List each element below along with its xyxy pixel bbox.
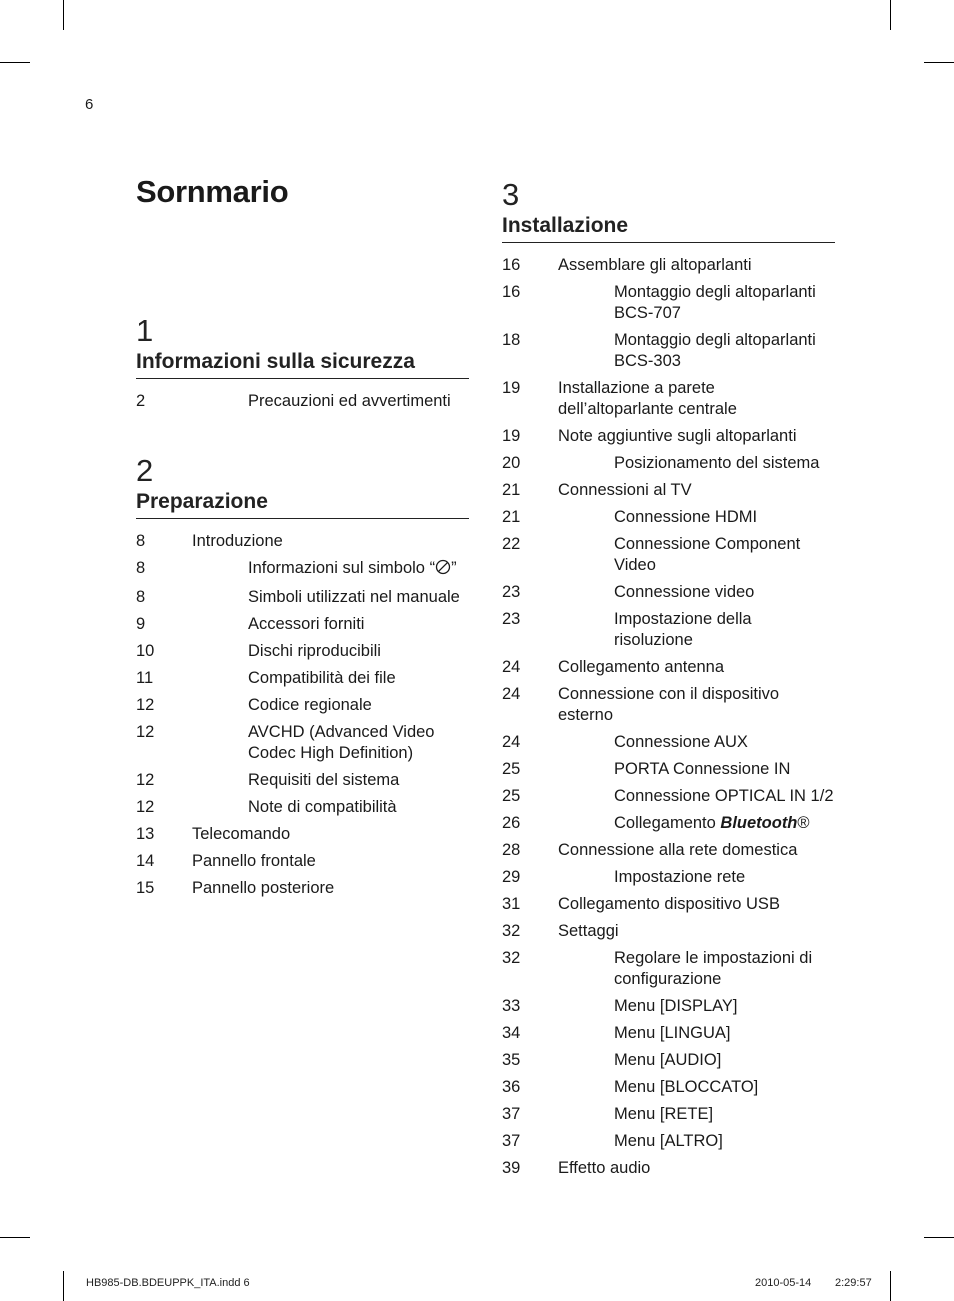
- toc-entry-text: [614, 1077, 835, 1098]
- toc-entry-label: Menu [LINGUA]: [614, 1024, 731, 1042]
- section-number: 3: [502, 177, 520, 212]
- toc-entry-page: 14: [136, 852, 155, 870]
- toc-entry-page: 9: [136, 615, 146, 633]
- toc-entry: [502, 948, 835, 990]
- toc-entry-page: 8: [136, 532, 146, 550]
- toc-entry-page: 16: [502, 256, 521, 274]
- section-installation: [502, 178, 835, 1185]
- toc-entry-label: Connessione video: [614, 583, 755, 601]
- crop-mark: [63, 0, 64, 30]
- toc-entry: [136, 531, 469, 552]
- toc-entry-text: [614, 732, 835, 753]
- toc-entry-text: [614, 282, 835, 324]
- toc-entry-page: 8: [136, 588, 146, 606]
- toc-entry-label: Note aggiuntive sugli altoparlanti: [558, 427, 797, 445]
- toc-entry-page: 19: [502, 379, 521, 397]
- toc-entry: [502, 507, 835, 528]
- toc-entry-text: [614, 1131, 835, 1152]
- toc-entry-label: Connessione con il dispositivo esterno: [558, 685, 780, 724]
- toc-entry-label: Collegamento dispositivo USB: [558, 895, 780, 913]
- toc-entry-page: 12: [136, 723, 155, 741]
- toc-entry: [136, 558, 469, 581]
- toc-entry-label: Posizionamento del sistema: [614, 454, 820, 472]
- toc-entry-text: [558, 684, 835, 726]
- toc-entry: [502, 684, 835, 726]
- section-safety: [136, 314, 469, 418]
- toc-entry-page: 25: [502, 760, 521, 778]
- toc-entry-page: 29: [502, 868, 521, 886]
- crop-mark: [890, 0, 891, 30]
- toc-entry-label: Menu [ALTRO]: [614, 1132, 723, 1150]
- toc-entry-page: 23: [502, 610, 521, 628]
- toc-entry-page: 21: [502, 508, 521, 526]
- toc-entry-label: Settaggi: [558, 922, 619, 940]
- toc-entry-page: 12: [136, 771, 155, 789]
- crop-mark: [63, 1271, 64, 1301]
- toc-entry-label: Telecomando: [192, 825, 291, 843]
- section-title: Installazione: [502, 212, 835, 243]
- toc-entry-page: 20: [502, 454, 521, 472]
- toc-entry-label: Compatibilità dei file: [248, 669, 396, 687]
- toc-entry-text: [614, 948, 835, 990]
- crop-mark: [0, 62, 30, 63]
- toc-entry-page: 21: [502, 481, 521, 499]
- toc-entry-text: [614, 609, 835, 651]
- toc-entry: [502, 813, 835, 834]
- toc-entry-label: Menu [AUDIO]: [614, 1051, 722, 1069]
- toc-entry-label: Impostazione della risoluzione: [614, 610, 752, 649]
- toc-entry-text: [558, 426, 835, 447]
- toc-entry-page: 12: [136, 798, 155, 816]
- toc-entry-page: 34: [502, 1024, 521, 1042]
- toc-entry-page: 18: [502, 331, 521, 349]
- toc-entry-text: [248, 695, 469, 716]
- toc-entry-text: [558, 480, 835, 501]
- toc-entry: [502, 534, 835, 576]
- toc-entry-text: [614, 534, 835, 576]
- toc-entry-label: Simboli utilizzati nel manuale: [248, 588, 460, 606]
- crop-mark: [890, 1271, 891, 1301]
- section-number: 1: [136, 313, 154, 348]
- toc-entry-page: 35: [502, 1051, 521, 1069]
- toc-entry-page: 26: [502, 814, 521, 832]
- toc-entry: [502, 657, 835, 678]
- toc-entry-text: [558, 921, 835, 942]
- toc-entry-label: Dischi riproducibili: [248, 642, 381, 660]
- toc-entry-label: Menu [BLOCCATO]: [614, 1078, 759, 1096]
- toc-entry-label: Note di compatibilità: [248, 798, 397, 816]
- toc-entry-page: 19: [502, 427, 521, 445]
- toc-entry: [502, 786, 835, 807]
- toc-entry-text: [614, 867, 835, 888]
- toc-entry: [136, 824, 469, 845]
- toc-list: [502, 255, 835, 1179]
- toc-list: [136, 391, 469, 412]
- bluetooth-brand-text: Bluetooth: [720, 814, 798, 832]
- section-title: Informazioni sulla sicurezza: [136, 348, 469, 379]
- toc-entry-page: 8: [136, 559, 146, 577]
- section-title: Preparazione: [136, 488, 469, 519]
- toc-entry-text: [558, 657, 835, 678]
- toc-entry-page: 37: [502, 1105, 521, 1123]
- toc-entry-label: Connessione HDMI: [614, 508, 758, 526]
- toc-entry-page: 36: [502, 1078, 521, 1096]
- toc-entry: [502, 330, 835, 372]
- toc-entry-text: [614, 582, 835, 603]
- toc-entry: [502, 1158, 835, 1179]
- toc-entry-text: [614, 813, 835, 834]
- toc-entry: [502, 921, 835, 942]
- toc-entry: [502, 609, 835, 651]
- toc-entry-text: [614, 507, 835, 528]
- toc-entry-text: [558, 255, 835, 276]
- toc-entry-page: 11: [136, 669, 154, 687]
- toc-entry-page: 24: [502, 658, 521, 676]
- toc-entry: [502, 732, 835, 753]
- toc-entry-page: 24: [502, 733, 521, 751]
- toc-entry-text: [248, 614, 469, 635]
- toc-entry-page: 12: [136, 696, 155, 714]
- toc-entry-text: [248, 668, 469, 689]
- toc-entry: [136, 878, 469, 899]
- toc-entry-page: 33: [502, 997, 521, 1015]
- section-preparation: [136, 454, 469, 905]
- toc-entry: [502, 1131, 835, 1152]
- toc-entry-label: Connessione Component Video: [614, 535, 801, 574]
- toc-entry-text: [248, 391, 469, 412]
- footer-time: 2:29:57: [835, 1277, 872, 1289]
- toc-entry: [502, 426, 835, 447]
- toc-entry-text: [614, 330, 835, 372]
- toc-entry-page: 10: [136, 642, 155, 660]
- toc-entry-page: 32: [502, 922, 521, 940]
- toc-entry-label: Connessione alla rete domestica: [558, 841, 798, 859]
- toc-entry: [502, 378, 835, 420]
- toc-entry-label: Codice regionale: [248, 696, 372, 714]
- toc-entry-label: Connessione AUX: [614, 733, 748, 751]
- toc-entry-label: Precauzioni ed avvertimenti: [248, 392, 451, 410]
- toc-entry-label: Connessioni al TV: [558, 481, 692, 499]
- toc-entry: [136, 851, 469, 872]
- toc-entry-text: [614, 453, 835, 474]
- crop-mark: [924, 62, 954, 63]
- toc-entry-label: Impostazione rete: [614, 868, 746, 886]
- toc-entry: [502, 840, 835, 861]
- toc-entry-page: 32: [502, 949, 521, 967]
- toc-entry: [136, 668, 469, 689]
- crop-mark: [0, 1237, 30, 1238]
- crop-mark: [924, 1237, 954, 1238]
- toc-entry-page: 28: [502, 841, 521, 859]
- toc-entry: [136, 391, 469, 412]
- toc-entry-page: 31: [502, 895, 521, 913]
- toc-entry-page: 13: [136, 825, 155, 843]
- toc-entry-text: [614, 996, 835, 1017]
- toc-entry-label: Pannello posteriore: [192, 879, 335, 897]
- toc-entry-page: 2: [136, 392, 146, 410]
- toc-entry-page: 37: [502, 1132, 521, 1150]
- toc-entry: [502, 480, 835, 501]
- toc-entry-page: 25: [502, 787, 521, 805]
- toc-entry-label: Montaggio degli altoparlanti BCS-707: [614, 283, 816, 322]
- toc-entry-label: PORTA Connessione IN: [614, 760, 791, 778]
- toc-entry-text: [248, 770, 469, 791]
- toc-entry-text: [248, 558, 469, 581]
- toc-entry: [502, 255, 835, 276]
- toc-entry-label: Requisiti del sistema: [248, 771, 400, 789]
- toc-entry-text: [192, 824, 469, 845]
- toc-entry: [136, 722, 469, 764]
- footer-file: HB985-DB.BDEUPPK_ITA.indd 6: [86, 1277, 250, 1289]
- footer-date: 2010-05-14: [755, 1277, 812, 1289]
- section-number: 2: [136, 453, 154, 488]
- toc-entry-label: Effetto audio: [558, 1159, 651, 1177]
- page-number: 6: [85, 96, 94, 113]
- toc-entry-text: [614, 1050, 835, 1071]
- toc-entry-text: [248, 587, 469, 608]
- toc-entry-label: Menu [RETE]: [614, 1105, 714, 1123]
- toc-entry: [136, 695, 469, 716]
- toc-entry-label: Regolare le impostazioni di configurazione: [614, 949, 813, 988]
- toc-entry: [502, 453, 835, 474]
- toc-entry: [502, 282, 835, 324]
- toc-entry-label: Accessori forniti: [248, 615, 365, 633]
- prohibited-symbol-icon: [435, 559, 451, 581]
- toc-entry-text: [192, 878, 469, 899]
- toc-entry: [136, 641, 469, 662]
- toc-entry-label: Montaggio degli altoparlanti BCS-303: [614, 331, 816, 370]
- toc-entry-page: 39: [502, 1159, 521, 1177]
- toc-entry-text: [614, 1023, 835, 1044]
- toc-entry: [502, 1077, 835, 1098]
- page-title: Sornmario: [136, 174, 289, 209]
- toc-entry-text: [558, 894, 835, 915]
- toc-entry-label: Introduzione: [192, 532, 283, 550]
- toc-entry-page: 22: [502, 535, 521, 553]
- toc-entry: [502, 582, 835, 603]
- toc-entry-label: Connessione OPTICAL IN 1/2: [614, 787, 834, 805]
- toc-entry-text: [614, 759, 835, 780]
- toc-entry-text: [248, 641, 469, 662]
- toc-entry: [502, 1023, 835, 1044]
- toc-entry-label: Menu [DISPLAY]: [614, 997, 738, 1015]
- toc-entry-label-suffix: ”: [451, 559, 457, 577]
- toc-entry: [502, 996, 835, 1017]
- toc-entry-label: AVCHD (Advanced Video Codec High Definition): [248, 723, 435, 762]
- toc-entry-text: [558, 1158, 835, 1179]
- toc-entry-page: 15: [136, 879, 155, 897]
- toc-entry-text: [192, 851, 469, 872]
- toc-entry: [502, 1050, 835, 1071]
- toc-entry-label: Informazioni sul simbolo “: [248, 559, 436, 577]
- toc-entry-label: Collegamento antenna: [558, 658, 725, 676]
- toc-entry-text: [614, 786, 835, 807]
- toc-entry: [502, 867, 835, 888]
- toc-list: [136, 531, 469, 899]
- toc-entry: [136, 770, 469, 791]
- toc-entry-label: Collegamento: [614, 814, 721, 832]
- toc-entry-text: [192, 531, 469, 552]
- toc-entry-label: Assemblare gli altoparlanti: [558, 256, 752, 274]
- toc-entry-text: [248, 722, 469, 764]
- toc-entry-page: 23: [502, 583, 521, 601]
- toc-entry-label: Installazione a parete dell’altoparlante centrale: [558, 379, 737, 418]
- toc-entry: [502, 894, 835, 915]
- toc-entry: [502, 759, 835, 780]
- toc-entry-text: [614, 1104, 835, 1125]
- toc-entry: [502, 1104, 835, 1125]
- toc-entry: [136, 587, 469, 608]
- toc-entry: [136, 797, 469, 818]
- toc-entry-page: 24: [502, 685, 521, 703]
- toc-entry-text: [248, 797, 469, 818]
- toc-entry-text: [558, 840, 835, 861]
- toc-entry: [136, 614, 469, 635]
- toc-entry-page: 16: [502, 283, 521, 301]
- toc-entry-text: [558, 378, 835, 420]
- toc-entry-label: Pannello frontale: [192, 852, 316, 870]
- registered-mark: ®: [797, 814, 810, 832]
